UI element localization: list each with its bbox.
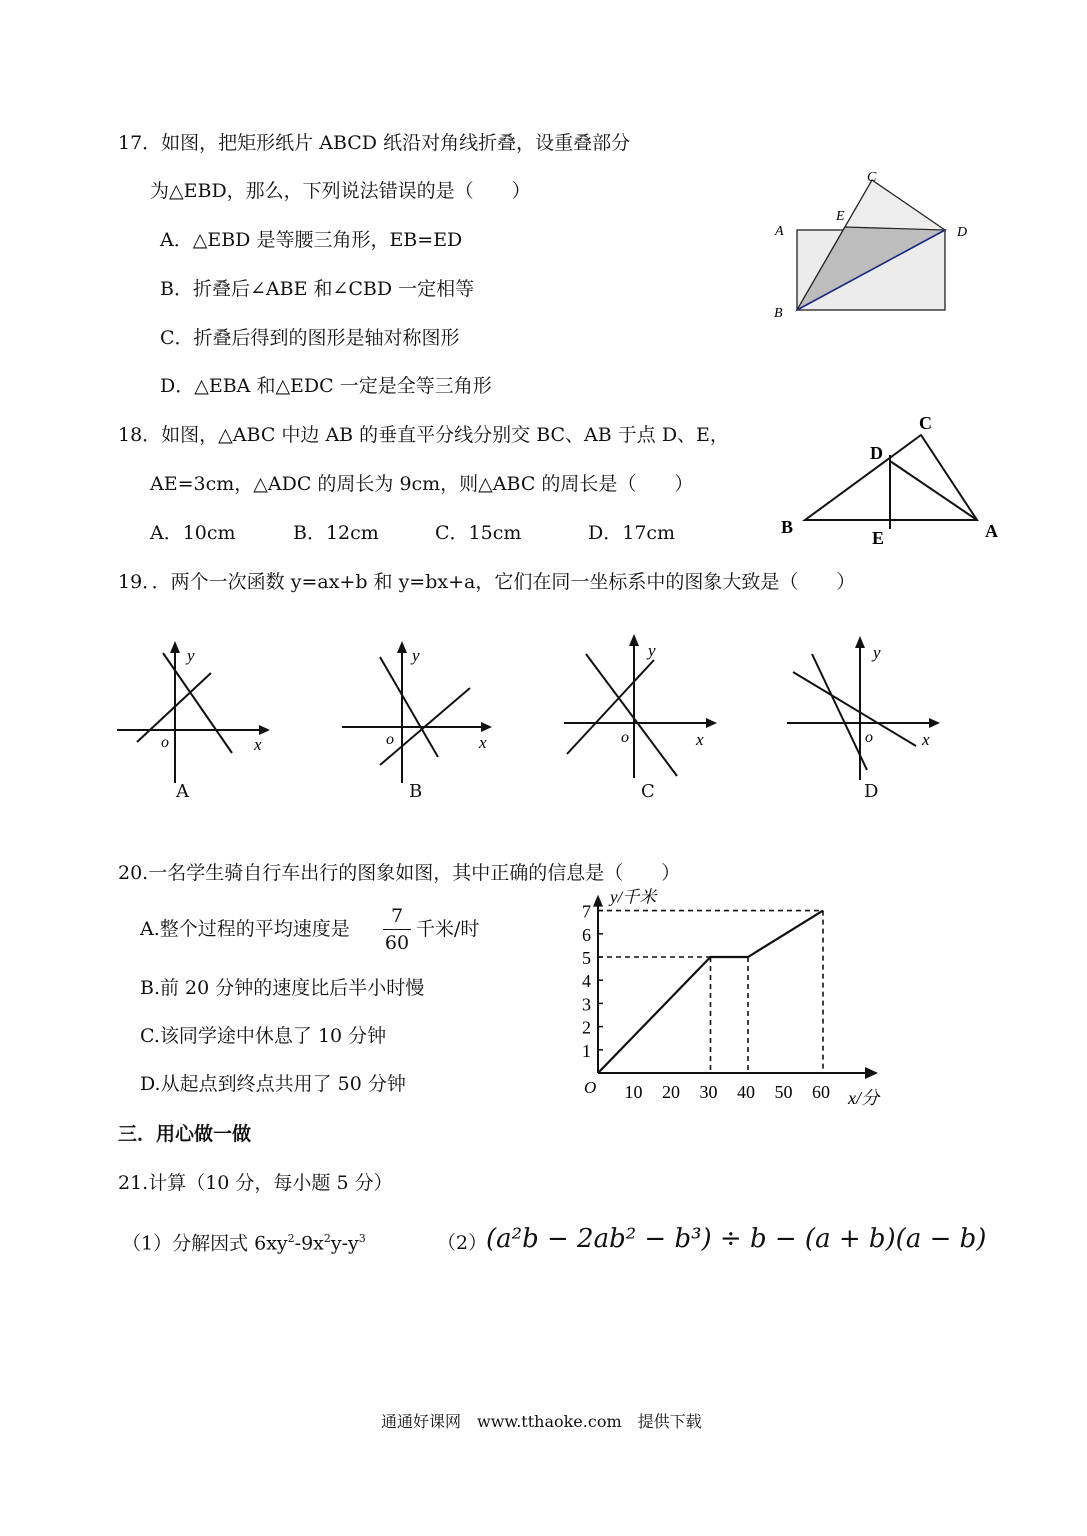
q18-label-c: C (919, 413, 932, 433)
y-axis-arrow (629, 634, 639, 646)
q17-label-e: E (836, 209, 845, 224)
q18-option-d: D．17cm (588, 522, 676, 544)
y-tick-label: 7 (582, 901, 591, 922)
q21-stem: 21.计算（10 分，每小题 5 分） (118, 1172, 393, 1194)
y-axis-label: y (873, 643, 881, 662)
x-axis-arrow (706, 718, 717, 728)
y-tick-label: 1 (582, 1040, 591, 1061)
graph-line-1 (586, 654, 677, 776)
fraction-denominator: 60 (384, 932, 410, 954)
y-axis-label: y (187, 646, 195, 665)
y-tick-label: 5 (582, 948, 591, 968)
q17-label-b: B (774, 306, 783, 321)
y-axis-arrow (397, 641, 407, 653)
q17-figure (760, 160, 990, 330)
q17-option-b: B．折叠后∠ABE 和∠CBD 一定相等 (160, 278, 475, 300)
x-axis-arrow (481, 722, 492, 732)
origin-label: o (621, 729, 629, 746)
origin-label: o (386, 731, 394, 748)
q19-stem: 19．．两个一次函数 y=ax+b 和 y=bx+a，它们在同一坐标系中的图象大致是（ ） (118, 571, 856, 593)
x-axis-arrow (865, 1067, 878, 1079)
q18-segment-ad (890, 461, 977, 520)
q19-graph-d (785, 632, 950, 782)
q17-stem-line1: 17．如图，把矩形纸片 ABCD 纸沿对角线折叠，设重叠部分 (118, 132, 631, 154)
x-axis-label: x (479, 733, 487, 752)
q17-label-c: C (867, 170, 877, 185)
q20-option-b: B.前 20 分钟的速度比后半小时慢 (140, 977, 425, 999)
q17-option-a: A．△EBD 是等腰三角形，EB=ED (160, 229, 463, 251)
q20-option-c: C.该同学途中休息了 10 分钟 (140, 1025, 387, 1047)
q19-graph-a (115, 635, 280, 785)
q19-graph-c-label: C (641, 781, 655, 802)
q18-label-d: D (870, 443, 883, 463)
y-axis-title: y/千米 (610, 887, 657, 907)
q21-part1: （1）分解因式 $6xy^2-9x^2y-y^3$ (122, 1232, 366, 1255)
y-axis-label: y (412, 646, 420, 665)
y-tick-label: 6 (582, 924, 591, 945)
q18-option-b: B．12cm (293, 522, 379, 544)
q18-stem-line1: 18．如图，△ABC 中边 AB 的垂直平分线分别交 BC、AB 于点 D、E， (118, 424, 729, 446)
q19-graph-a-label: A (176, 781, 189, 802)
q20-chart (575, 880, 895, 1115)
q18-option-a: A．10cm (150, 522, 236, 544)
x-tick-label: 40 (737, 1082, 755, 1102)
y-tick-label: 3 (582, 994, 591, 1015)
q17-stem-line2: 为△EBD，那么，下列说法错误的是（ ） (150, 180, 531, 202)
x-axis-label: x (696, 730, 704, 749)
q19-graph-b-label: B (409, 781, 423, 802)
fraction-bar (383, 929, 411, 930)
x-axis-label: x (254, 735, 262, 754)
q17-option-d: D．△EBA 和△EDC 一定是全等三角形 (160, 375, 492, 397)
q17-label-a: A (775, 224, 784, 239)
q21-part2-expression: (a²b − 2ab² − b³) ÷ b − (a + b)(a − b) (486, 1224, 987, 1254)
q20-option-a-prefix: A.整个过程的平均速度是 (140, 918, 350, 940)
x-axis-arrow (929, 718, 940, 728)
origin-label: O (584, 1078, 597, 1097)
y-axis-label: y (648, 641, 656, 660)
x-tick-label: 10 (624, 1082, 643, 1102)
q18-label-e: E (872, 528, 885, 548)
graph-line-2 (793, 672, 916, 746)
q20-option-a-suffix: 千米/时 (416, 918, 480, 940)
q21-part2-label: （2） (437, 1232, 488, 1254)
y-axis-arrow (170, 641, 180, 653)
q18-stem-line2: AE=3cm，△ADC 的周长为 9cm，则△ABC 的周长是（ ） (150, 473, 694, 495)
y-tick-label: 2 (582, 1017, 591, 1038)
section3-heading: 三．用心做一做 (118, 1123, 252, 1145)
x-axis-label: x (922, 730, 930, 749)
q20-option-d: D.从起点到终点共用了 50 分钟 (140, 1073, 406, 1095)
q19-graph-c (562, 630, 727, 780)
q18-option-c: C．15cm (435, 522, 522, 544)
y-axis-arrow (593, 895, 603, 907)
page-footer: 通通好课网 www.tthaoke.com 提供下载 (381, 1412, 702, 1431)
x-axis-title: x/分 (848, 1088, 879, 1108)
origin-label: o (865, 729, 873, 746)
q19-graph-b (340, 635, 505, 785)
q17-option-c: C．折叠后得到的图形是轴对称图形 (160, 327, 460, 349)
graph-line-1 (163, 653, 232, 753)
y-tick-label: 4 (582, 971, 591, 992)
graph-line-2 (567, 660, 654, 754)
y-axis-arrow (855, 636, 865, 648)
q20-stem: 20.一名学生骑自行车出行的图象如图，其中正确的信息是（ ） (118, 862, 681, 884)
x-tick-label: 20 (662, 1082, 680, 1102)
origin-label: o (161, 734, 169, 751)
q17-label-d: D (957, 225, 968, 240)
x-axis-arrow (259, 725, 270, 735)
q18-label-b: B (781, 517, 794, 537)
x-tick-label: 30 (699, 1082, 718, 1102)
q21-part1-prefix: （1）分解因式 6xy (122, 1232, 288, 1255)
q18-figure (775, 405, 1010, 550)
q18-label-a: A (985, 521, 998, 541)
x-tick-label: 50 (774, 1082, 793, 1102)
q20-option-a-fraction (383, 905, 411, 954)
fraction-numerator: 7 (390, 905, 404, 927)
q19-graph-d-label: D (864, 781, 879, 802)
x-tick-label: 60 (812, 1082, 830, 1102)
